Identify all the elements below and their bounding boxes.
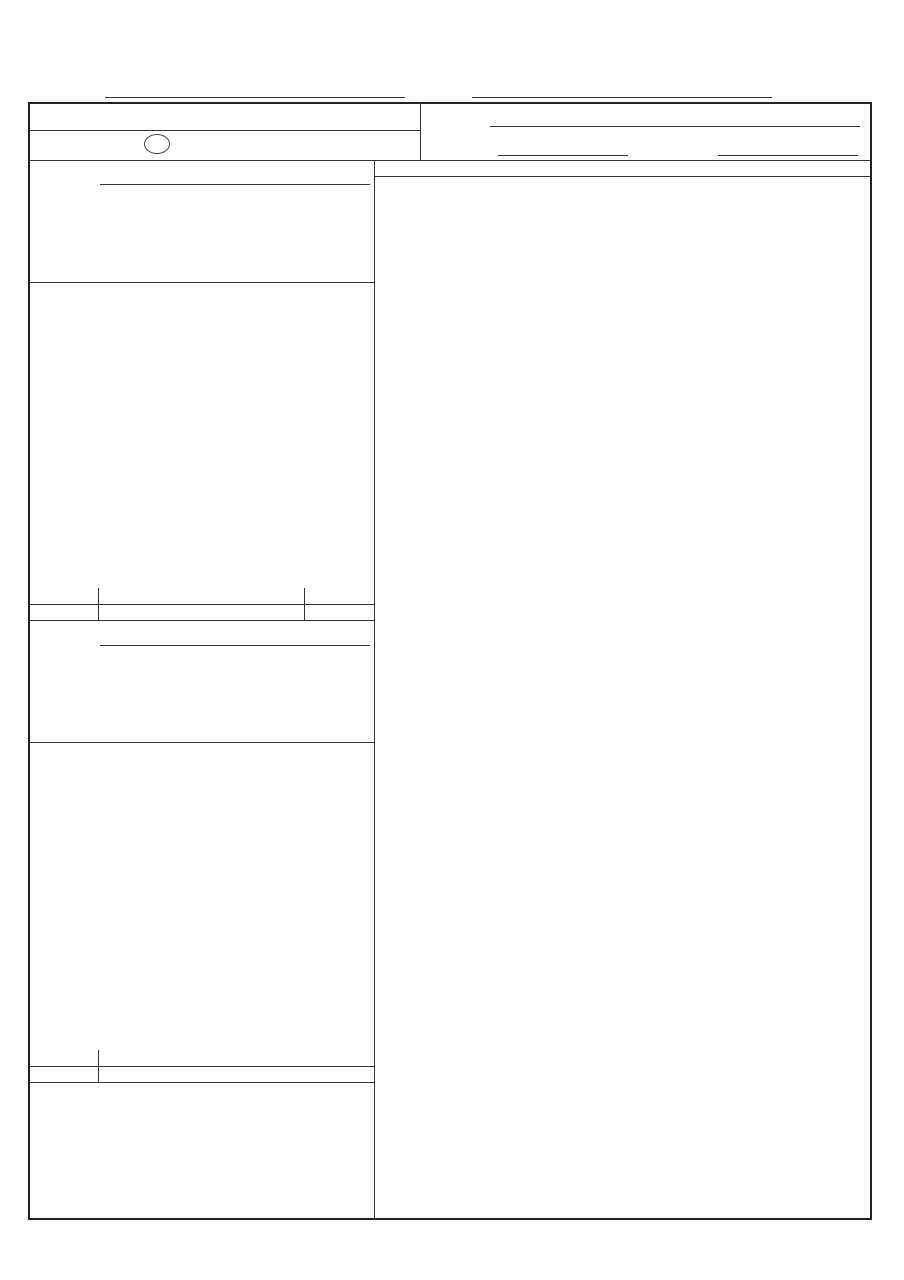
sheet-frame bbox=[28, 102, 872, 1220]
